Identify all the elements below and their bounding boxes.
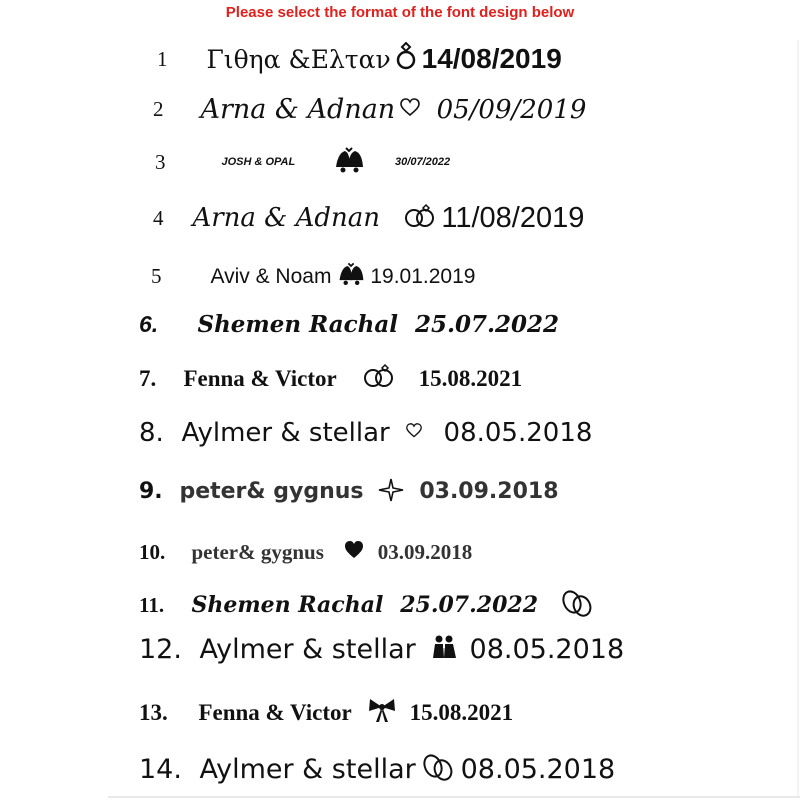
option-date: 15.08.2021 xyxy=(409,699,514,725)
font-option-2[interactable] xyxy=(153,96,586,123)
option-number: 2 xyxy=(153,97,164,121)
option-names: Aviv & Noam xyxy=(210,264,332,288)
option-number: 3 xyxy=(155,149,166,174)
option-names: Shemen Rachal xyxy=(197,311,399,338)
option-date: 05/09/2019 xyxy=(436,94,587,125)
bride-groom-icon xyxy=(431,634,457,664)
option-number: 8. xyxy=(139,418,164,448)
option-number: 14. xyxy=(139,753,182,785)
font-option-4[interactable] xyxy=(153,203,584,233)
double-rings-icon xyxy=(403,203,437,233)
option-number: 7. xyxy=(139,365,157,391)
option-date: 11/08/2019 xyxy=(441,201,585,234)
option-number: 4 xyxy=(153,205,164,230)
font-option-6[interactable] xyxy=(139,313,559,336)
wedding-bells-icon xyxy=(336,260,366,292)
option-names: Fenna & Victor xyxy=(198,699,352,725)
bottom-divider xyxy=(108,796,800,798)
option-number: 1 xyxy=(157,46,168,71)
option-date: 08.05.2018 xyxy=(443,418,593,448)
heart-outline-icon xyxy=(405,423,423,443)
bow-tie-icon xyxy=(367,697,397,727)
option-number: 10. xyxy=(139,539,166,564)
option-date: 03.09.2018 xyxy=(419,479,559,504)
option-number: 11. xyxy=(139,592,165,617)
wedding-bells-icon xyxy=(332,145,366,179)
font-option-5[interactable] xyxy=(151,260,475,292)
option-names: Fenna & Victor xyxy=(183,365,337,391)
option-date: 15.08.2021 xyxy=(418,365,523,391)
font-option-8[interactable] xyxy=(139,420,592,446)
font-option-1[interactable] xyxy=(157,42,562,76)
option-date: 08.05.2018 xyxy=(460,753,616,785)
option-number: 12. xyxy=(139,633,182,665)
option-date: 30/07/2022 xyxy=(395,155,451,168)
option-date: 08.05.2018 xyxy=(469,633,625,665)
font-option-14[interactable] xyxy=(139,752,615,786)
option-number: 13. xyxy=(139,699,168,725)
sparkle-star-icon xyxy=(378,478,404,506)
font-option-9[interactable] xyxy=(139,478,559,506)
option-names: Aylmer & stellar xyxy=(181,418,390,448)
heart-filled-icon xyxy=(343,540,365,564)
font-option-12[interactable] xyxy=(139,634,624,664)
option-date: 25.07.2022 xyxy=(400,592,538,618)
option-names: peter& gygnus xyxy=(179,479,364,504)
font-option-7[interactable] xyxy=(139,363,522,393)
interlocked-rings-icon xyxy=(559,588,595,622)
font-option-11[interactable] xyxy=(139,588,595,622)
option-names: Arna & Adnan xyxy=(200,94,396,125)
option-names: Aylmer & stellar xyxy=(199,753,416,785)
heart-outline-icon xyxy=(400,98,420,122)
option-date: 25.07.2022 xyxy=(414,311,559,338)
option-names: Aylmer & stellar xyxy=(199,633,416,665)
option-number: 6. xyxy=(139,311,159,337)
option-names: JOSH & OPAL xyxy=(221,155,296,168)
option-names: Arna & Adnan xyxy=(192,203,380,233)
option-date: 03.09.2018 xyxy=(377,539,473,564)
option-number: 5 xyxy=(151,263,162,288)
option-names: peter& gygnus xyxy=(191,539,324,564)
font-option-10[interactable] xyxy=(139,540,472,564)
ring-icon xyxy=(395,42,417,76)
double-rings-icon xyxy=(362,363,396,393)
option-names: Shemen Rachal xyxy=(191,592,384,618)
instruction-header: Please select the format of the font design below xyxy=(225,4,575,21)
option-number: 9. xyxy=(139,479,163,504)
right-divider xyxy=(797,40,799,796)
font-option-3[interactable] xyxy=(155,145,450,179)
option-date: 14/08/2019 xyxy=(421,43,562,74)
option-date: 19.01.2019 xyxy=(370,264,476,288)
option-names: Γιθηα &Ελταν xyxy=(206,44,391,74)
font-option-13[interactable] xyxy=(139,697,513,727)
interlocked-rings-icon xyxy=(420,752,456,786)
